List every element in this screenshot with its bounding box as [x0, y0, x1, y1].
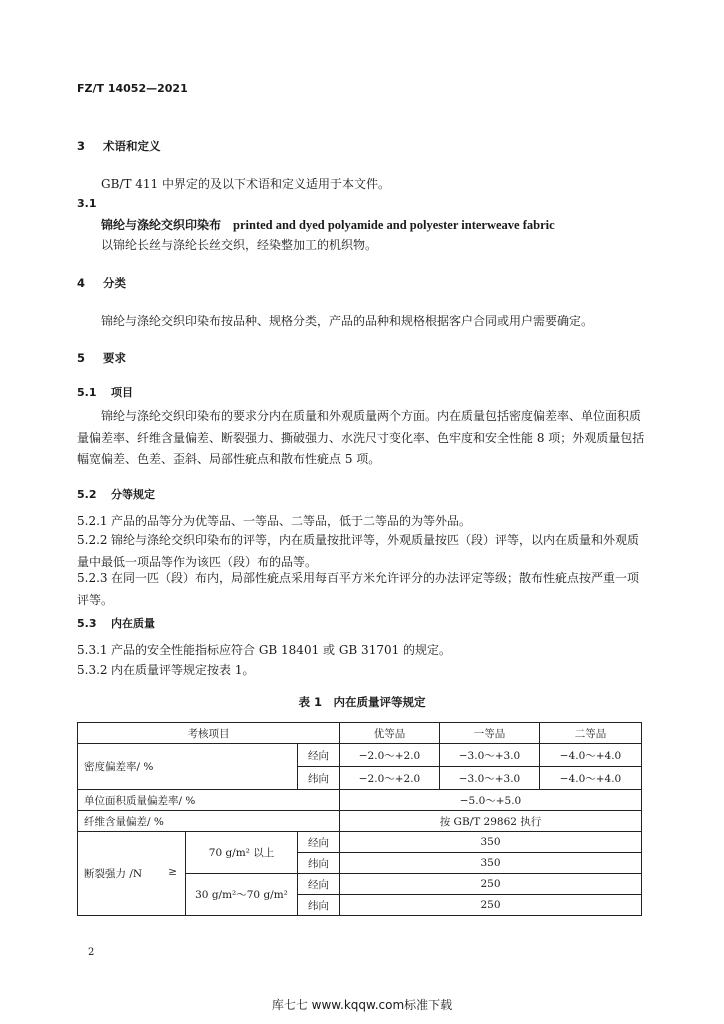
strength-range-2: 30 g/m²～70 g/m²: [186, 874, 298, 916]
strength-label-cell: [78, 832, 186, 916]
direction-warp: 经向: [298, 832, 340, 853]
clause-text: 产品的品等分为优等品、一等品、二等品，低于二等品的为等外品。: [111, 514, 472, 528]
clause-5-2-3: [77, 568, 647, 611]
header-item: 考核项目: [78, 723, 340, 744]
term-definition: 以锦纶长丝与涤纶长丝交织，经染整加工的机织物。: [101, 238, 378, 252]
fiber-label: 纤维含量偏差/ %: [78, 811, 340, 832]
clause-5-3-2: [77, 661, 254, 678]
table-row: [78, 744, 642, 767]
fiber-value: 按 GB/T 29862 执行: [340, 811, 642, 832]
clause-5-2-1: [77, 512, 471, 529]
strength-r1-weft: 350: [340, 853, 642, 874]
section-3-intro: GB/T 411 中界定的及以下术语和定义适用于本文件。: [101, 177, 390, 191]
density-warp-second: −4.0～+4.0: [540, 744, 642, 767]
section-title: 术语和定义: [103, 139, 161, 153]
quality-grading-table: [77, 722, 642, 916]
section-title: 分类: [103, 276, 126, 290]
clause-number: 5.2: [77, 488, 97, 501]
strength-range-1: 70 g/m² 以上: [186, 832, 298, 874]
clause-number: 5.3.2: [77, 663, 108, 677]
clause-number: 5.3.1: [77, 643, 108, 657]
clause-text: 锦纶与涤纶交织印染布的评等，内在质量按批评等，外观质量按匹（段）评等，以内在质量和外观质量中最低一项品等作为该匹（段）布的品等。: [77, 533, 640, 569]
mass-label: 单位面积质量偏差率/ %: [78, 790, 340, 811]
clause-5-2-2: [77, 530, 647, 573]
density-label: 密度偏差率/ %: [78, 744, 298, 790]
mass-value: −5.0～+5.0: [340, 790, 642, 811]
clause-number: 5.2.3: [77, 571, 108, 585]
strength-r2-weft: 250: [340, 895, 642, 916]
direction-warp: 经向: [298, 744, 340, 767]
clause-title: 内在质量: [111, 617, 155, 630]
clause-text: 在同一匹（段）布内，局部性疵点采用每百平方米允许评分的办法评定等级；散布性疵点按严重一项评等。: [77, 571, 640, 607]
strength-r2-warp: 250: [340, 874, 642, 895]
direction-weft: 纬向: [298, 895, 340, 916]
density-warp-first: −3.0～+3.0: [440, 744, 540, 767]
direction-warp: 经向: [298, 874, 340, 895]
section-5-heading: [77, 350, 126, 366]
term-entry: [101, 216, 555, 233]
table-row: [78, 811, 642, 832]
direction-weft: 纬向: [298, 853, 340, 874]
section-number: 5: [77, 351, 86, 365]
section-title: 要求: [103, 351, 126, 365]
clause-text: 产品的安全性能指标应符合 GB 18401 或 GB 31701 的规定。: [111, 643, 452, 657]
strength-r1-warp: 350: [340, 832, 642, 853]
download-footer: 库七七 www.kqqw.com标准下载: [271, 998, 453, 1012]
section-number: 4: [77, 276, 86, 290]
clause-title: 项目: [111, 386, 133, 399]
clause-5-1-text: 锦纶与涤纶交织印染布的要求分内在质量和外观质量两个方面。内在质量包括密度偏差率、单位面积质量偏差率、纤维含量偏差、断裂强力、撕破强力、水洗尺寸变化率、色牢度和安全性能 8 项；外观质量包括幅宽偏差、色差、歪斜、局部性疵点和散布性疵点 5 项。: [77, 409, 645, 466]
section-4-heading: [77, 275, 126, 291]
section-4-text: 锦纶与涤纶交织印染布按品种、规格分类，产品的品种和规格根据客户合同或用户需要确定。: [101, 314, 594, 328]
clause-title: 分等规定: [111, 488, 155, 501]
clause-number: 5.1: [77, 386, 97, 399]
density-weft-superior: −2.0～+2.0: [340, 767, 440, 790]
header-grade-superior: 优等品: [340, 723, 440, 744]
table-row: [78, 790, 642, 811]
page-number: 2: [88, 947, 95, 958]
header-grade-second: 二等品: [540, 723, 642, 744]
term-english: printed and dyed polyamide and polyester interweave fabric: [233, 218, 555, 232]
section-number: 3: [77, 139, 86, 153]
clause-5-2-heading: [77, 486, 155, 502]
clause-5-1-heading: [77, 384, 133, 400]
table-caption: 表 1 内在质量评等规定: [298, 695, 426, 709]
clause-number: 5.2.2: [77, 533, 108, 547]
greater-equal-symbol: ≥: [168, 866, 177, 878]
density-weft-second: −4.0～+4.0: [540, 767, 642, 790]
term-chinese: 锦纶与涤纶交织印染布: [101, 218, 222, 232]
clause-5-3-1: [77, 641, 451, 658]
table-header-row: [78, 723, 642, 744]
clause-number: 5.2.1: [77, 514, 108, 528]
clause-3-1-number: 3.1: [77, 197, 97, 210]
direction-weft: 纬向: [298, 767, 340, 790]
header-grade-first: 一等品: [440, 723, 540, 744]
table-row: [78, 832, 642, 853]
strength-label: 断裂强力 /N: [84, 868, 143, 880]
document-code: FZ/T 14052—2021: [77, 82, 188, 95]
clause-number: 5.3: [77, 617, 97, 630]
clause-5-3-heading: [77, 615, 155, 631]
density-weft-first: −3.0～+3.0: [440, 767, 540, 790]
section-3-heading: [77, 138, 161, 154]
clause-text: 内在质量评等规定按表 1。: [111, 663, 255, 677]
density-warp-superior: −2.0～+2.0: [340, 744, 440, 767]
